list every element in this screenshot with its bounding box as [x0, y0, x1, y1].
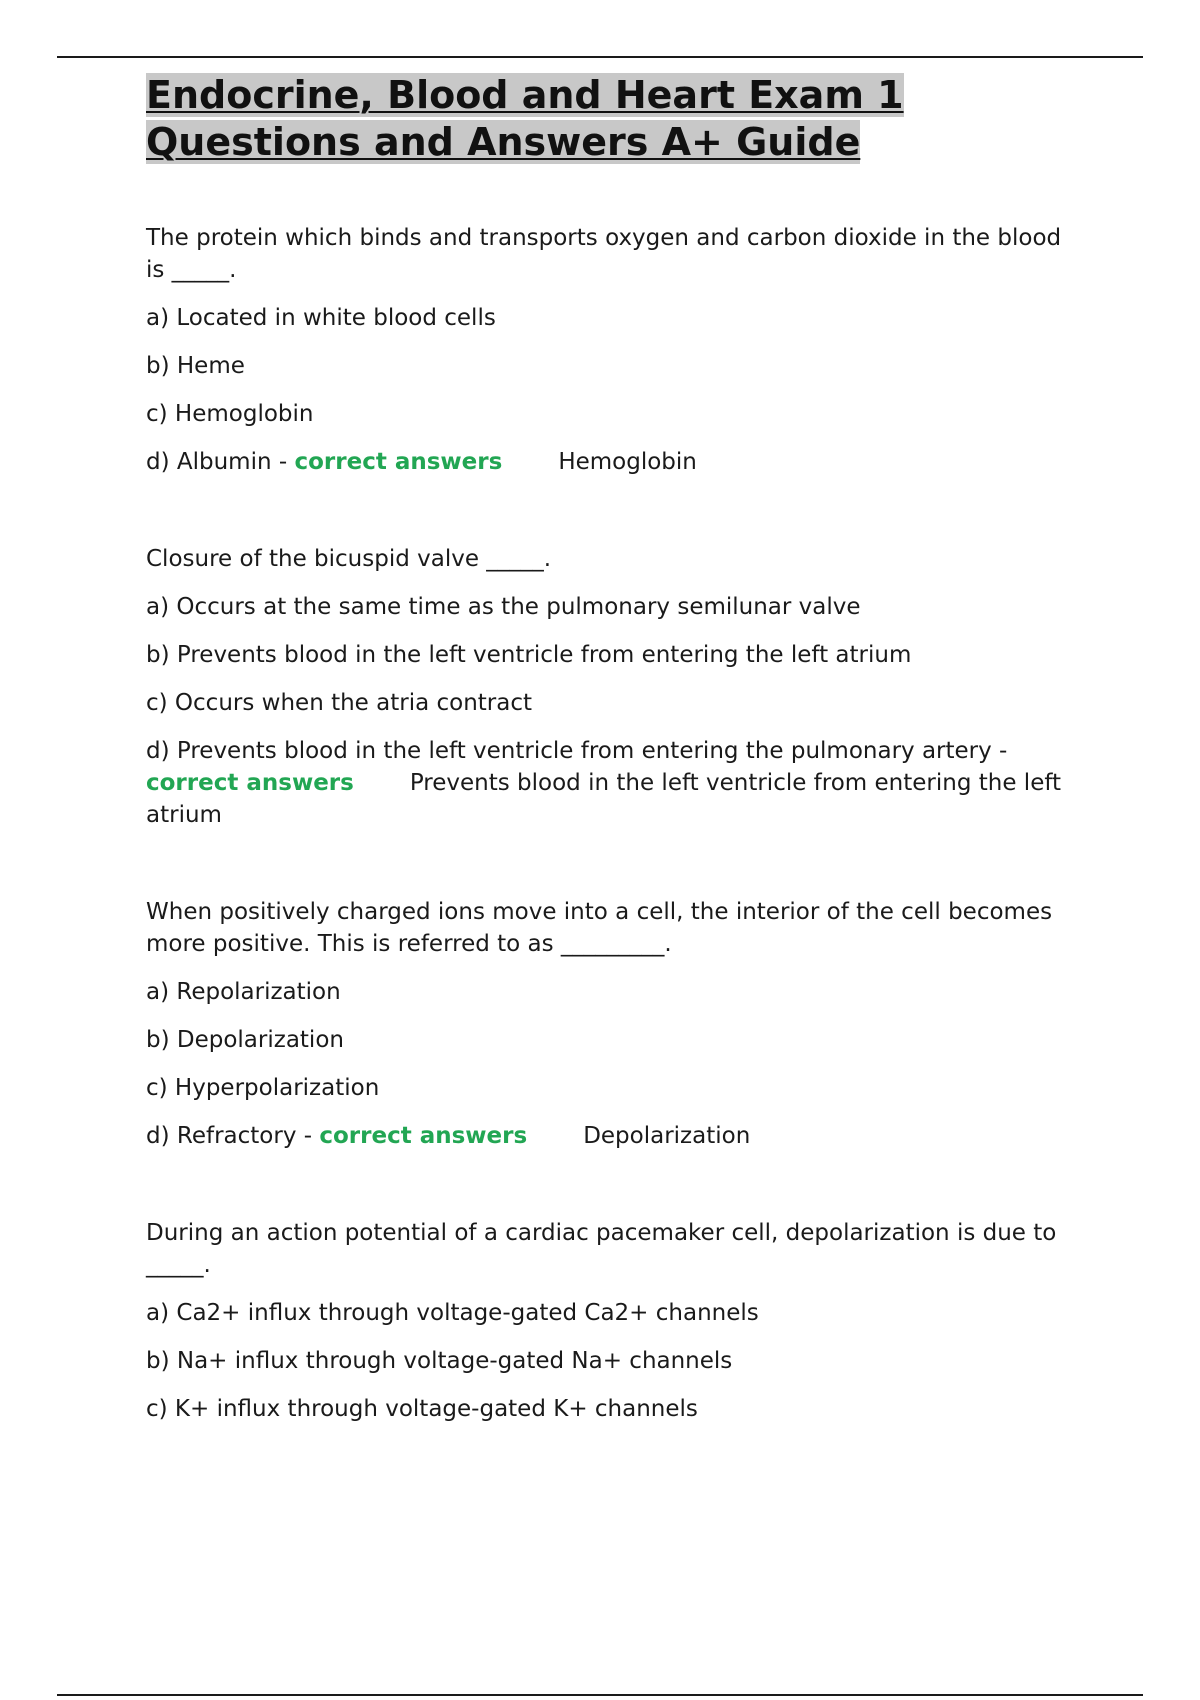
- answer-option: a) Ca2+ influx through voltage-gated Ca2+ channels: [146, 1300, 759, 1326]
- question-block: [146, 896, 1086, 1152]
- title-line-2: Questions and Answers A+ Guide: [146, 120, 861, 164]
- question-block: [146, 1217, 1086, 1425]
- correct-answers-label: correct answers: [319, 1123, 528, 1149]
- question-block: [146, 222, 1086, 478]
- answer-option: c) Occurs when the atria contract: [146, 690, 533, 716]
- correct-answers-label: correct answers: [146, 770, 354, 796]
- answer-option: a) Located in white blood cells: [146, 305, 496, 331]
- bottom-rule: [57, 1694, 1143, 1696]
- correct-answer-text: Prevents blood in the left ventricle from entering the left atrium: [146, 770, 1062, 828]
- correct-answer-text: Depolarization: [583, 1123, 751, 1149]
- answer-option: b) Na+ influx through voltage-gated Na+ channels: [146, 1348, 733, 1374]
- answer-option-text: d) Prevents blood in the left ventricle from entering the pulmonary artery -: [146, 738, 1008, 764]
- answer-option-last: [146, 735, 1086, 831]
- question-text: When positively charged ions move into a cell, the interior of the cell becomes more positive. This is referred to as _________.: [146, 899, 1053, 957]
- answer-option: c) Hemoglobin: [146, 401, 314, 427]
- question-text: The protein which binds and transports oxygen and carbon dioxide in the blood is _____.: [146, 225, 1062, 283]
- question-text: During an action potential of a cardiac pacemaker cell, depolarization is due to _____.: [146, 1220, 1057, 1278]
- title-line-1: Endocrine, Blood and Heart Exam 1: [146, 73, 904, 117]
- answer-option-text: d) Refractory -: [146, 1123, 320, 1149]
- answer-option: b) Prevents blood in the left ventricle from entering the left atrium: [146, 642, 912, 668]
- answer-option: a) Repolarization: [146, 979, 341, 1005]
- answer-option: c) Hyperpolarization: [146, 1075, 380, 1101]
- answer-option: a) Occurs at the same time as the pulmonary semilunar valve: [146, 594, 861, 620]
- answer-option: b) Heme: [146, 353, 245, 379]
- answer-option: b) Depolarization: [146, 1027, 344, 1053]
- answer-option-text: d) Albumin -: [146, 449, 295, 475]
- answer-option: c) K+ influx through voltage-gated K+ channels: [146, 1396, 698, 1422]
- top-rule: [57, 56, 1143, 58]
- answer-option-last: [146, 446, 1086, 478]
- document-body: [146, 72, 1086, 1441]
- question-block: [146, 543, 1086, 831]
- document-title: [146, 72, 1086, 166]
- question-text: Closure of the bicuspid valve _____.: [146, 546, 552, 572]
- answer-option-last: [146, 1120, 1086, 1152]
- correct-answer-text: Hemoglobin: [558, 449, 697, 475]
- correct-answers-label: correct answers: [294, 449, 503, 475]
